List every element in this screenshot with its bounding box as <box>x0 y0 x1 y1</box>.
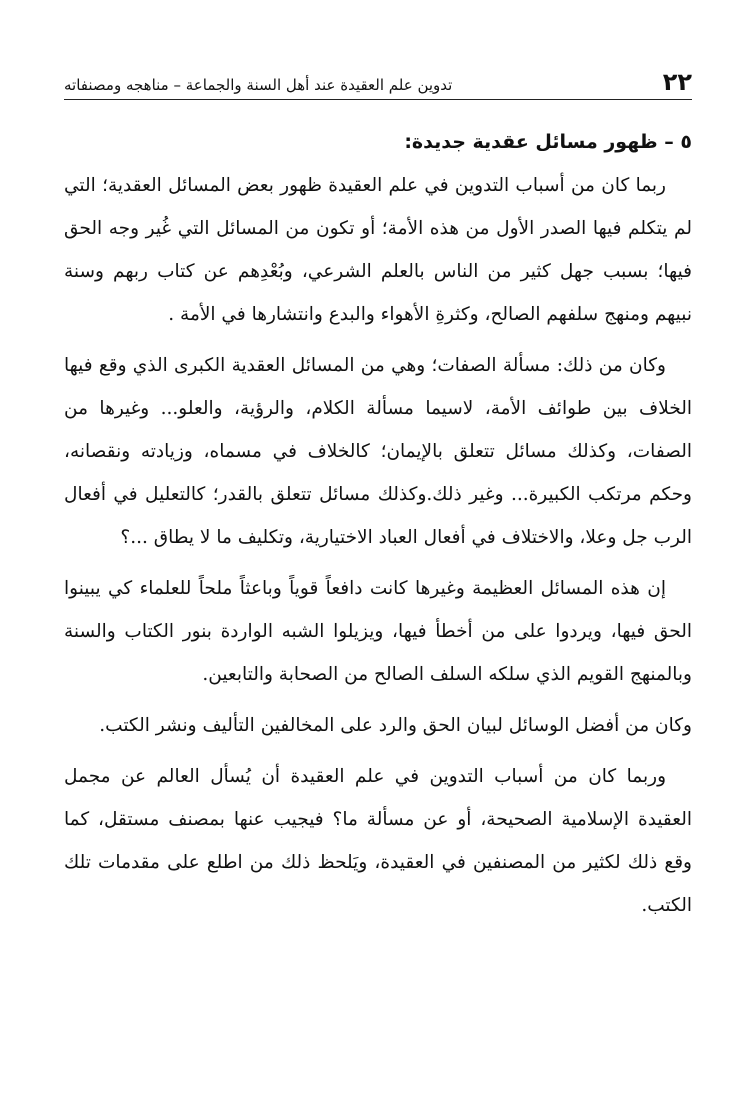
running-title: تدوين علم العقيدة عند أهل السنة والجماعة – مناهجه ومصنفاته <box>64 76 453 94</box>
paragraph-best-means: وكان من أفضل الوسائل لبيان الحق والرد على المخالفين التأليف ونشر الكتب. <box>99 715 692 736</box>
paragraph-motivation: إن هذه المسائل العظيمة وغيرها كانت دافعاً قوياً وباعثاً ملحاً للعلماء كي يبينوا الحق فيها، ويردوا على من أخطأ فيها، ويزيلوا الشبه الواردة بنور الكتاب والسنة وبالمنهج القويم الذي سلكه السلف الصالح من الصحابة والتابعين. <box>64 578 692 685</box>
page-content <box>64 124 692 927</box>
paragraph-examples: وكان من ذلك: مسألة الصفات؛ وهي من المسائل العقدية الكبرى الذي وقع فيها الخلاف بين طوائف الأمة، لاسيما مسألة الكلام، والرؤية، والعلو... وغيرها من الصفات، وكذلك مسائل تتعلق بالإيمان؛ كالخلاف في مسماه، وزيادته ونقصانه، وحكم مرتكب الكبيرة... وغير ذلك.وكذلك مسائل تتعلق بالقدر؛ كالتعليل في أفعال الرب جل وعلا، والاختلاف في أفعال العباد الاختيارية، وتكليف ما لا يطاق ...؟ <box>64 355 692 548</box>
paragraph-questions: وربما كان من أسباب التدوين في علم العقيدة أن يُسأل العالم عن مجمل العقيدة الإسلامية الصحيحة، أو عن مسألة ما؟ فيجيب عنها بمصنف مستقل، كما وقع ذلك لكثير من المصنفين في العقيدة، ويَلحظ ذلك من اطلع على مقدمات تلك الكتب. <box>64 766 692 916</box>
paragraph-intro: ربما كان من أسباب التدوين في علم العقيدة ظهور بعض المسائل العقدية؛ التي لم يتكلم فيها الصدر الأول من هذه الأمة؛ أو تكون من المسائل التي غُير وجه الحق فيها؛ بسبب جهل كثير من الناس بالعلم الشرعي، وبُعْدِهم عن كتاب ربهم وسنة نبيهم ومنهج سلفهم الصالح، وكثرةِ الأهواء والبدع وانتشارها في الأمة . <box>64 175 692 325</box>
section-heading: ٥ – ظهور مسائل عقدية جديدة: <box>404 131 692 153</box>
page-number: ٢٢ <box>662 68 692 96</box>
running-header <box>64 58 692 100</box>
book-page <box>64 58 692 1058</box>
